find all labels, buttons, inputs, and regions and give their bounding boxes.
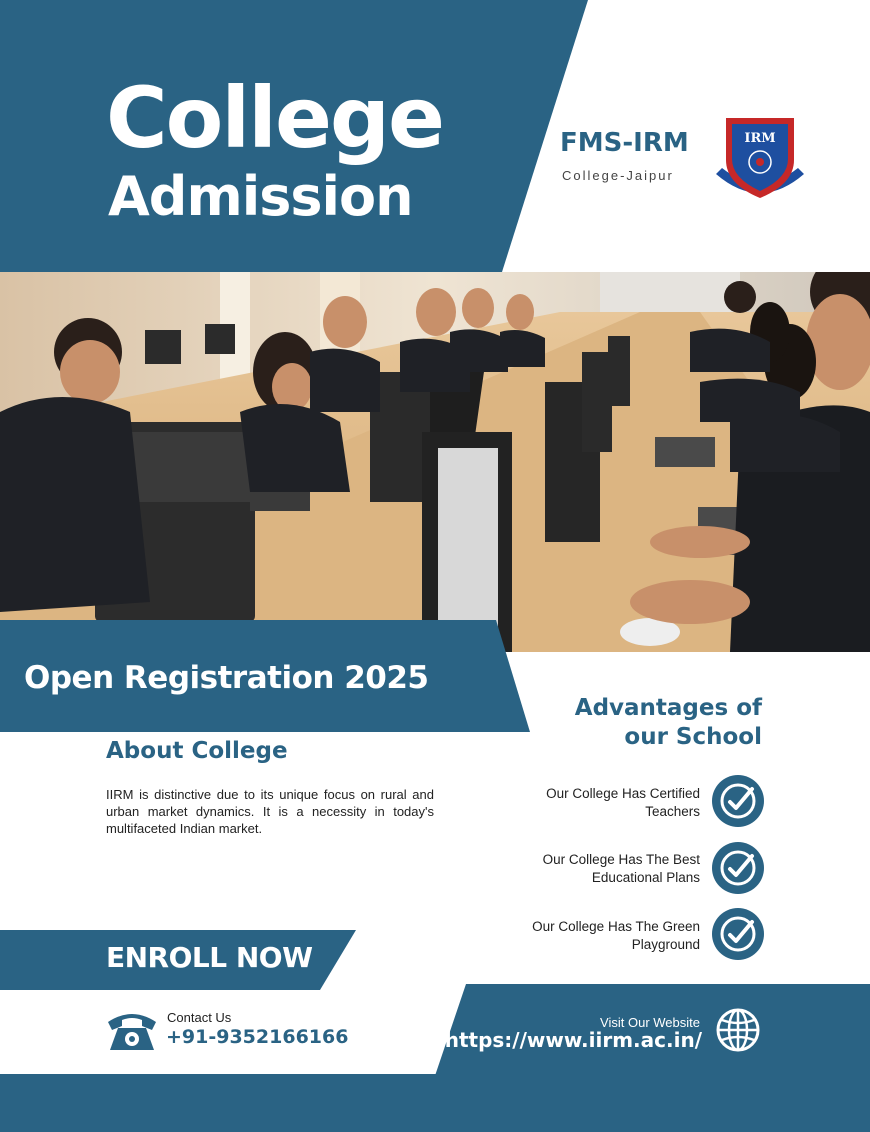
advantage-item-1-line1: Our College Has Certified bbox=[546, 786, 700, 801]
advantages-heading-line2: our School bbox=[624, 724, 762, 750]
advantage-item-3-line2: Playground bbox=[631, 937, 700, 952]
globe-icon bbox=[716, 1008, 760, 1052]
telephone-icon bbox=[106, 1008, 158, 1052]
advantage-item-2-line1: Our College Has The Best bbox=[542, 852, 700, 867]
contact-label: Contact Us bbox=[167, 1010, 232, 1025]
title-admission: Admission bbox=[108, 165, 413, 228]
college-crest-logo bbox=[712, 112, 808, 208]
advantage-item-2-line2: Educational Plans bbox=[591, 870, 700, 885]
advantages-heading bbox=[540, 694, 762, 752]
check-circle-icon bbox=[712, 842, 764, 894]
brand-name: FMS-IRM bbox=[560, 128, 689, 158]
advantage-item-1-line2: Teachers bbox=[645, 804, 700, 819]
website-link[interactable]: https://www.iirm.ac.in/ bbox=[444, 1028, 702, 1052]
visit-website-label: Visit Our Website bbox=[600, 1015, 700, 1030]
advantages-heading-line1: Advantages of bbox=[574, 695, 762, 721]
check-circle-icon bbox=[712, 775, 764, 827]
advantage-item-2 bbox=[470, 851, 700, 887]
open-registration-heading: Open Registration 2025 bbox=[24, 660, 429, 696]
advantage-item-3-line1: Our College Has The Green bbox=[532, 919, 700, 934]
title-college: College bbox=[106, 69, 444, 167]
advantage-item-1 bbox=[470, 785, 700, 821]
enroll-now-button[interactable]: ENROLL NOW bbox=[106, 941, 313, 974]
computer-lab-photo bbox=[0, 272, 870, 652]
advantage-item-3 bbox=[470, 918, 700, 954]
footer-banner bbox=[0, 984, 870, 1132]
about-heading: About College bbox=[106, 738, 288, 764]
brand-subtitle: College-Jaipur bbox=[562, 168, 674, 183]
check-circle-icon bbox=[712, 908, 764, 960]
contact-phone[interactable]: +91-9352166166 bbox=[166, 1026, 349, 1048]
about-text: IIRM is distinctive due to its unique focus on rural and urban market dynamics. It is a necessity in today's multifaceted Indian market. bbox=[106, 787, 434, 836]
crest-text: IRM bbox=[744, 131, 776, 146]
